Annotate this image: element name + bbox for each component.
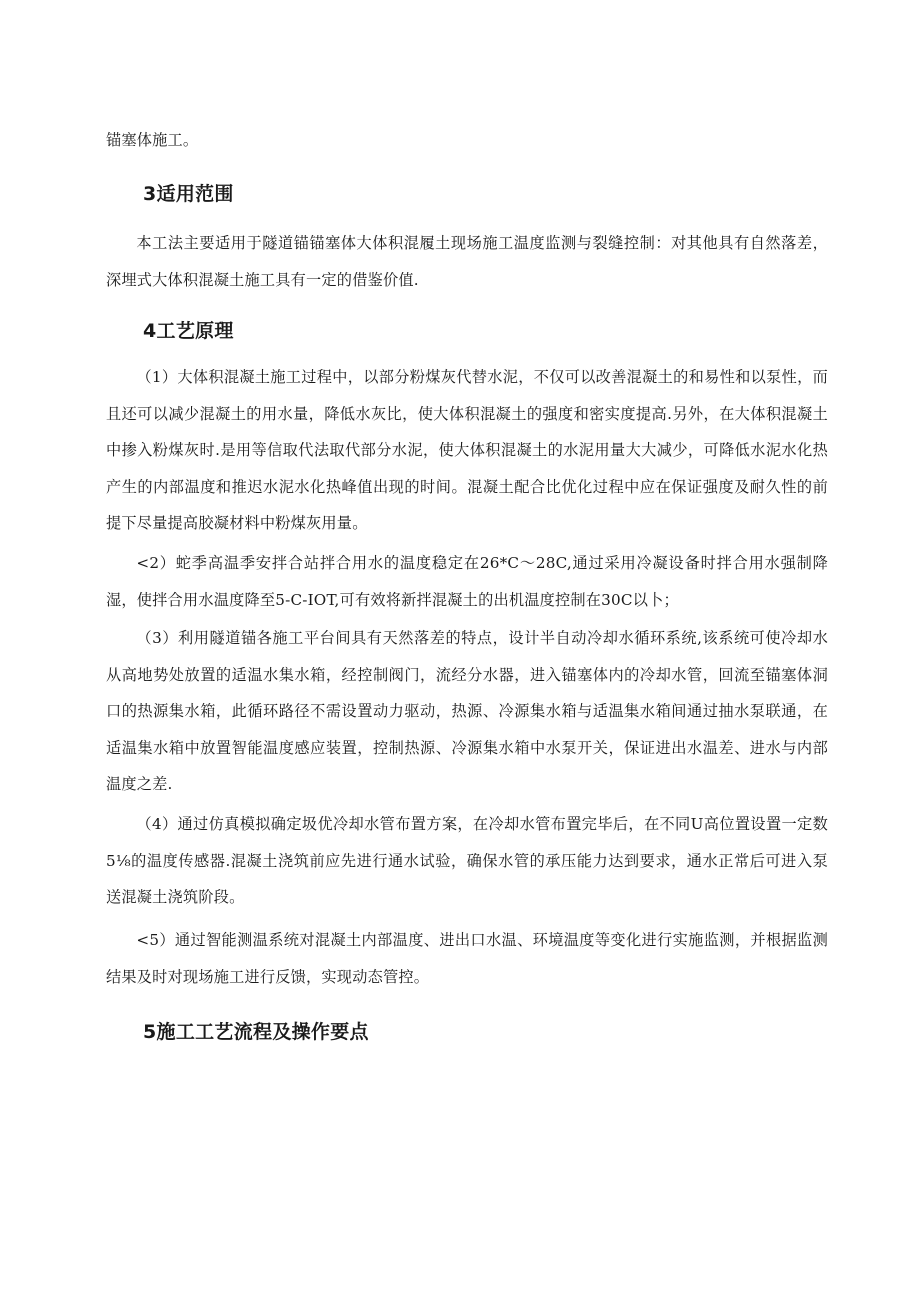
principle-paragraph-3: （3）利用隧道锚各施工平台间具有天然落差的特点，设计半自动冷却水循环系统,该系统可使冷却水从高地势处放置的适温水集水箱，经控制阀门，流经分水器，进入锚塞体内的冷却水管，回流至锚塞体洞口的热源集水箱，此循环路径不需设置动力驱动，热源、冷源集水箱与适温集水箱间通过抽水泵联通，在适温集水箱中放置智能温度感应装置，控制热源、冷源集水箱中水泵开关，保证进出水温差、进水与内部温度之差. — [106, 629, 828, 793]
principle-paragraph-5: <5）通过智能测温系统对混凝土内部温度、进出口水温、环境温度等变化进行实施监测，并根据监测结果及时对现场施工进行反馈，实现动态管控。 — [106, 931, 828, 986]
section-heading-principle: 4工艺原理 — [143, 320, 234, 342]
principle-paragraph-2: <2）蛇季高温季安拌合站拌合用水的温度稳定在26*C～28C,通过采用冷凝设备时拌合用水强制降湿，使拌合用水温度降至5-C-IOT,可有效将新拌混凝土的出机温度控制在30C以卜； — [106, 554, 828, 609]
principle-paragraph-4: （4）通过仿真模拟确定圾优冷却水管布置方案，在冷却水管布置完毕后，在不同U高位置设置一定数5⅛的温度传感器.混凝土浇筑前应先进行通水试验，确保水管的承压能力达到要求，通水正常后可进入泵送混凝土浇筑阶段。 — [106, 815, 828, 906]
section-heading-process: 5施工工艺流程及操作要点 — [143, 1021, 369, 1043]
scope-paragraph: 本工法主要适用于隧道锚锚塞体大体积混履土现场施工温度监测与裂缝控制：对其他具有自然落差，深埋式大体积混凝土施工具有一定的借鉴价值. — [106, 234, 828, 289]
continuation-paragraph: 锚塞体施工。 — [106, 131, 199, 149]
principle-paragraph-1: （1）大体积混凝土施工过程中，以部分粉煤灰代替水泥，不仅可以改善混凝土的和易性和以泵性，而且还可以减少混凝土的用水量，降低水灰比，使大体积混凝土的强度和密实度提高.另外，在大体积混凝土中掺入粉煤灰时.是用等信取代法取代部分水泥，使大体积混凝土的水泥用量大大减少，可降低水泥水化热产生的内部温度和推迟水泥水化热峰值出现的时间。混凝土配合比优化过程中应在保证强度及耐久性的前提下尽量提高胶凝材料中粉煤灰用量。 — [106, 368, 828, 532]
section-heading-scope: 3适用范围 — [143, 183, 234, 205]
